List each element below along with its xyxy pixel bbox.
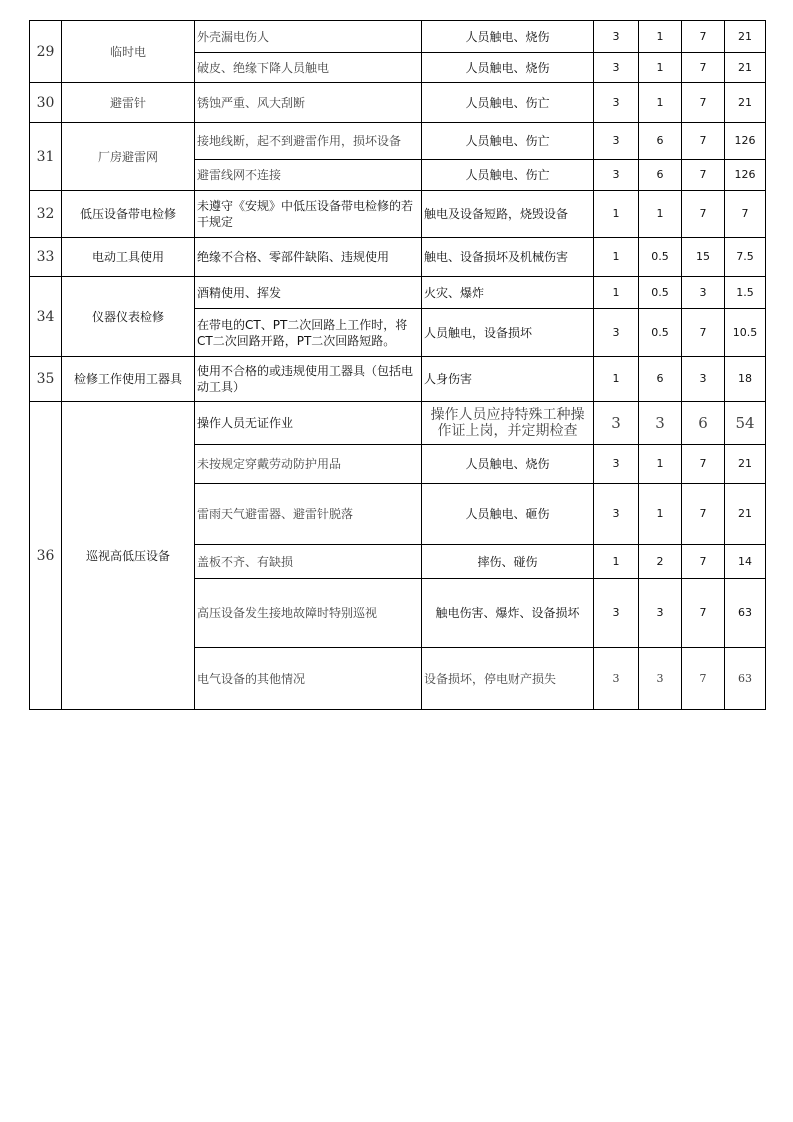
table-row — [30, 357, 766, 402]
score-e: 1 — [639, 445, 682, 484]
hazard-cell: 锈蚀严重、风大刮断 — [195, 83, 422, 123]
consequence-cell: 摔伤、碰伤 — [422, 545, 594, 579]
score-l: 3 — [594, 484, 639, 545]
score-c: 7 — [682, 21, 725, 53]
hazard-cell: 未遵守《安规》中低压设备带电检修的若干规定 — [195, 191, 422, 238]
hazard-cell: 破皮、绝缘下降人员触电 — [195, 53, 422, 83]
score-l: 3 — [594, 402, 639, 445]
item-number: 32 — [30, 191, 62, 238]
score-c: 7 — [682, 484, 725, 545]
hazard-cell: 在带电的CT、PT二次回路上工作时，将CT二次回路开路，PT二次回路短路。 — [195, 309, 422, 357]
consequence-cell: 火灾、爆炸 — [422, 277, 594, 309]
score-l: 3 — [594, 160, 639, 191]
score-c: 7 — [682, 445, 725, 484]
score-e: 3 — [639, 402, 682, 445]
score-e: 0.5 — [639, 309, 682, 357]
score-e: 1 — [639, 484, 682, 545]
project-name: 仪器仪表检修 — [62, 277, 195, 357]
score-c: 7 — [682, 545, 725, 579]
table-row — [30, 21, 766, 53]
score-e: 6 — [639, 160, 682, 191]
score-d: 126 — [725, 160, 766, 191]
score-l: 3 — [594, 21, 639, 53]
score-e: 1 — [639, 21, 682, 53]
score-d: 21 — [725, 484, 766, 545]
score-l: 3 — [594, 83, 639, 123]
consequence-cell: 设备损坏，停电财产损失 — [422, 648, 594, 710]
consequence-cell: 触电伤害、爆炸、设备损坏 — [422, 579, 594, 648]
score-d: 21 — [725, 83, 766, 123]
score-l: 3 — [594, 648, 639, 710]
score-e: 3 — [639, 648, 682, 710]
project-name: 检修工作使用工器具 — [62, 357, 195, 402]
hazard-cell: 电气设备的其他情况 — [195, 648, 422, 710]
hazard-cell: 外壳漏电伤人 — [195, 21, 422, 53]
item-number: 36 — [30, 402, 62, 710]
score-l: 1 — [594, 357, 639, 402]
score-d: 21 — [725, 445, 766, 484]
consequence-cell: 操作人员应持特殊工种操作证上岗，并定期检查 — [422, 402, 594, 445]
score-c: 6 — [682, 402, 725, 445]
consequence-cell: 人员触电、烧伤 — [422, 53, 594, 83]
score-d: 63 — [725, 579, 766, 648]
score-c: 7 — [682, 579, 725, 648]
table-row — [30, 402, 766, 445]
risk-assessment-table — [29, 20, 766, 710]
score-l: 1 — [594, 238, 639, 277]
consequence-cell: 人员触电、烧伤 — [422, 21, 594, 53]
project-name: 临时电 — [62, 21, 195, 83]
score-d: 126 — [725, 123, 766, 160]
item-number: 30 — [30, 83, 62, 123]
score-c: 7 — [682, 648, 725, 710]
item-number: 33 — [30, 238, 62, 277]
hazard-cell: 高压设备发生接地故障时特别巡视 — [195, 579, 422, 648]
score-e: 6 — [639, 357, 682, 402]
score-d: 14 — [725, 545, 766, 579]
score-c: 7 — [682, 160, 725, 191]
table-row — [30, 123, 766, 160]
score-e: 0.5 — [639, 238, 682, 277]
consequence-cell: 人员触电、砸伤 — [422, 484, 594, 545]
score-d: 63 — [725, 648, 766, 710]
project-name: 避雷针 — [62, 83, 195, 123]
score-e: 3 — [639, 579, 682, 648]
score-l: 3 — [594, 445, 639, 484]
item-number: 31 — [30, 123, 62, 191]
hazard-cell: 操作人员无证作业 — [195, 402, 422, 445]
consequence-cell: 人身伤害 — [422, 357, 594, 402]
project-name: 厂房避雷网 — [62, 123, 195, 191]
score-d: 10.5 — [725, 309, 766, 357]
score-e: 1 — [639, 53, 682, 83]
hazard-cell: 盖板不齐、有缺损 — [195, 545, 422, 579]
consequence-cell: 人员触电、烧伤 — [422, 445, 594, 484]
score-e: 0.5 — [639, 277, 682, 309]
consequence-cell: 人员触电，设备损坏 — [422, 309, 594, 357]
score-l: 3 — [594, 309, 639, 357]
hazard-cell: 雷雨天气避雷器、避雷针脱落 — [195, 484, 422, 545]
score-d: 54 — [725, 402, 766, 445]
score-e: 6 — [639, 123, 682, 160]
score-l: 3 — [594, 123, 639, 160]
consequence-cell: 人员触电、伤亡 — [422, 83, 594, 123]
score-l: 1 — [594, 277, 639, 309]
consequence-cell: 触电、设备损坏及机械伤害 — [422, 238, 594, 277]
hazard-cell: 接地线断，起不到避雷作用，损坏设备 — [195, 123, 422, 160]
score-l: 3 — [594, 53, 639, 83]
hazard-cell: 使用不合格的或违规使用工器具（包括电动工具） — [195, 357, 422, 402]
score-e: 2 — [639, 545, 682, 579]
hazard-cell: 未按规定穿戴劳动防护用品 — [195, 445, 422, 484]
hazard-cell: 酒精使用、挥发 — [195, 277, 422, 309]
score-c: 15 — [682, 238, 725, 277]
score-d: 7.5 — [725, 238, 766, 277]
item-number: 34 — [30, 277, 62, 357]
score-l: 1 — [594, 545, 639, 579]
score-d: 7 — [725, 191, 766, 238]
score-d: 18 — [725, 357, 766, 402]
table-row — [30, 238, 766, 277]
item-number: 29 — [30, 21, 62, 83]
project-name: 电动工具使用 — [62, 238, 195, 277]
score-c: 7 — [682, 123, 725, 160]
score-e: 1 — [639, 191, 682, 238]
table-row — [30, 191, 766, 238]
score-c: 3 — [682, 357, 725, 402]
score-l: 1 — [594, 191, 639, 238]
score-c: 3 — [682, 277, 725, 309]
hazard-cell: 绝缘不合格、零部件缺陷、违规使用 — [195, 238, 422, 277]
score-d: 21 — [725, 53, 766, 83]
score-c: 7 — [682, 309, 725, 357]
score-d: 21 — [725, 21, 766, 53]
score-c: 7 — [682, 191, 725, 238]
score-d: 1.5 — [725, 277, 766, 309]
consequence-cell: 人员触电、伤亡 — [422, 123, 594, 160]
score-c: 7 — [682, 83, 725, 123]
score-l: 3 — [594, 579, 639, 648]
table-row — [30, 277, 766, 309]
item-number: 35 — [30, 357, 62, 402]
project-name: 巡视高低压设备 — [62, 402, 195, 710]
score-c: 7 — [682, 53, 725, 83]
score-e: 1 — [639, 83, 682, 123]
project-name: 低压设备带电检修 — [62, 191, 195, 238]
hazard-cell: 避雷线网不连接 — [195, 160, 422, 191]
consequence-cell: 人员触电、伤亡 — [422, 160, 594, 191]
table-row — [30, 83, 766, 123]
consequence-cell: 触电及设备短路，烧毁设备 — [422, 191, 594, 238]
